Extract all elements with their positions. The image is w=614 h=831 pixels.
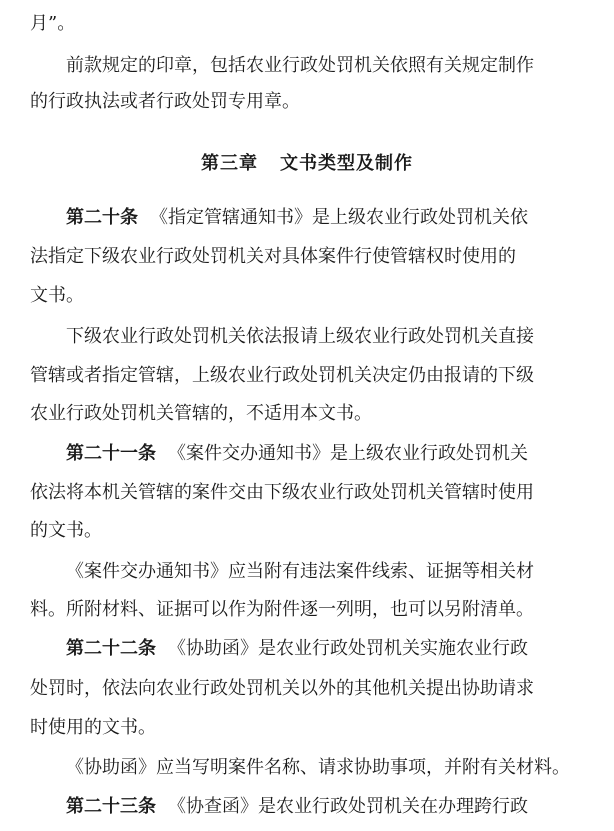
text-line: 下级农业行政处罚机关依法报请上级农业行政处罚机关直接 xyxy=(66,326,534,347)
text-line: 依法将本机关管辖的案件交由下级农业行政处罚机关管辖时使用 xyxy=(30,482,534,503)
article-line xyxy=(66,442,586,466)
chapter-number: 第三章 xyxy=(201,153,258,174)
chapter-title: 文书类型及制作 xyxy=(280,153,413,174)
text-line: 前款规定的印章，包括农业行政处罚机关依照有关规定制作 xyxy=(66,55,534,76)
article-line xyxy=(66,206,586,230)
article-title: 第二十三条 xyxy=(66,796,156,817)
text-line: 农业行政处罚机关管辖的，不适用本文书。 xyxy=(30,403,372,424)
text-line: 《案件交办通知书》应当附有违法案件线索、证据等相关材 xyxy=(66,561,534,582)
text-line: 的文书。 xyxy=(30,520,102,541)
text-line: 时使用的文书。 xyxy=(30,717,156,738)
text-line: 文书。 xyxy=(30,285,84,306)
article-line xyxy=(66,795,586,819)
text-line: 月”。 xyxy=(30,13,76,34)
article-text: 《协助函》是农业行政处罚机关实施农业行政 xyxy=(168,638,528,659)
text-line: 处罚时，依法向农业行政处罚机关以外的其他机关提出协助请求 xyxy=(30,678,534,699)
chapter-heading xyxy=(0,152,614,176)
article-text: 《案件交办通知书》是上级农业行政处罚机关 xyxy=(168,443,528,464)
article-text: 《指定管辖通知书》是上级农业行政处罚机关依 xyxy=(150,207,528,228)
text-line: 的行政执法或者行政处罚专用章。 xyxy=(30,91,300,112)
text-line: 料。所附材料、证据可以作为附件逐一列明，也可以另附清单。 xyxy=(30,599,534,620)
article-title: 第二十一条 xyxy=(66,443,156,464)
article-line xyxy=(66,637,586,661)
article-title: 第二十二条 xyxy=(66,638,156,659)
article-title: 第二十条 xyxy=(66,207,138,228)
article-text: 《协查函》是农业行政处罚机关在办理跨行政 xyxy=(168,796,528,817)
text-line: 《协助函》应当写明案件名称、请求协助事项，并附有关材料。 xyxy=(66,757,570,778)
text-line: 管辖或者指定管辖，上级农业行政处罚机关决定仍由报请的下级 xyxy=(30,365,534,386)
text-line: 法指定下级农业行政处罚机关对具体案件行使管辖权时使用的 xyxy=(30,246,516,267)
